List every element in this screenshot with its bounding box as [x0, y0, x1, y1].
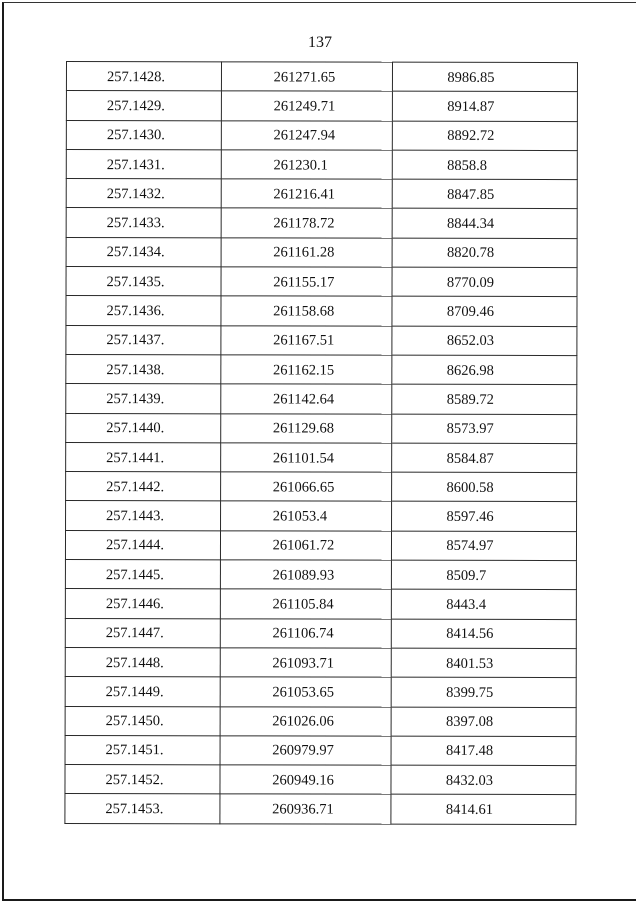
x-coordinate-cell	[220, 384, 392, 414]
cell-text: 261158.68	[273, 303, 335, 320]
page-number: 137	[308, 34, 332, 51]
cell-text: 8414.61	[445, 801, 493, 818]
cell-text: 8626.98	[446, 362, 494, 379]
x-coordinate-cell	[220, 648, 392, 678]
cell-text: 8397.08	[446, 713, 494, 731]
cell-text: 261053.65	[272, 684, 335, 701]
cell-text: 8573.97	[446, 421, 494, 438]
cell-text: 257.1437.	[106, 332, 165, 349]
x-coordinate-cell	[221, 267, 393, 297]
y-coordinate-cell	[391, 795, 576, 825]
cell-text: 257.1435.	[106, 273, 165, 290]
cell-text: 8844.34	[447, 215, 495, 233]
cell-text: 257.1445.	[105, 566, 164, 583]
y-coordinate-cell	[392, 531, 577, 561]
x-coordinate-cell	[220, 706, 392, 736]
cell-text: 257.1451.	[105, 742, 164, 759]
cell-text: 257.1448.	[105, 654, 164, 671]
cell-text: 261230.1	[273, 156, 328, 174]
y-coordinate-cell	[392, 648, 577, 678]
table-body	[65, 62, 578, 825]
table-row	[66, 179, 577, 209]
point-number-cell	[66, 179, 221, 209]
x-coordinate-cell	[220, 472, 392, 502]
table-row	[65, 677, 576, 707]
y-coordinate-cell	[391, 736, 576, 766]
y-coordinate-cell	[391, 765, 576, 795]
table-row	[66, 325, 577, 355]
table-row	[65, 765, 576, 795]
table-row	[66, 62, 577, 92]
y-coordinate-cell	[392, 384, 577, 414]
x-coordinate-cell	[221, 325, 393, 355]
point-number-cell	[66, 296, 221, 326]
table-row	[66, 442, 577, 472]
table-row	[66, 91, 577, 121]
point-number-cell	[65, 589, 220, 619]
y-coordinate-cell	[392, 590, 577, 620]
x-coordinate-cell	[220, 677, 392, 707]
cell-text: 8584.87	[446, 450, 494, 467]
cell-text: 8417.48	[445, 743, 494, 760]
table-row	[66, 237, 577, 267]
point-number-cell	[65, 706, 220, 736]
x-coordinate-cell	[221, 62, 393, 92]
x-coordinate-cell	[221, 355, 393, 385]
cell-text: 261026.06	[272, 713, 334, 730]
cell-text: 260936.71	[272, 801, 334, 818]
table-row	[66, 208, 577, 238]
cell-text: 8709.46	[446, 303, 495, 320]
cell-text: 8414.56	[446, 626, 494, 643]
cell-text: 261061.72	[272, 537, 335, 554]
x-coordinate-cell	[220, 736, 392, 766]
y-coordinate-cell	[392, 443, 577, 473]
y-coordinate-cell	[393, 62, 578, 92]
table-row	[66, 149, 577, 179]
y-coordinate-cell	[393, 179, 578, 209]
cell-text: 8399.75	[446, 684, 494, 701]
x-coordinate-cell	[220, 589, 392, 619]
table-row	[66, 413, 577, 443]
cell-text: 261162.15	[273, 362, 335, 379]
table-row	[65, 794, 576, 824]
cell-text: 261093.71	[272, 655, 335, 672]
cell-text: 257.1440.	[106, 420, 165, 437]
point-number-cell	[66, 208, 221, 238]
cell-text: 257.1432.	[106, 185, 165, 203]
point-number-cell	[66, 149, 221, 179]
x-coordinate-cell	[220, 794, 392, 824]
table-row	[66, 296, 577, 326]
x-coordinate-cell	[221, 208, 393, 238]
table-row	[66, 384, 577, 414]
cell-text: 257.1438.	[106, 361, 165, 378]
x-coordinate-cell	[221, 120, 393, 150]
point-number-cell	[66, 91, 221, 121]
cell-text: 261142.64	[272, 391, 335, 408]
coordinates-table	[64, 61, 578, 825]
cell-text: 257.1439.	[106, 390, 165, 408]
table-row	[66, 501, 577, 531]
cell-text: 257.1443.	[106, 508, 165, 525]
y-coordinate-cell	[392, 560, 577, 590]
cell-text: 261155.17	[273, 274, 335, 291]
point-number-cell	[66, 237, 221, 267]
cell-text: 8432.03	[445, 772, 494, 789]
cell-text: 257.1436.	[106, 303, 165, 320]
point-number-cell	[66, 501, 221, 531]
cell-text: 257.1444.	[105, 537, 165, 554]
x-coordinate-cell	[220, 560, 392, 590]
table-row	[65, 618, 576, 648]
x-coordinate-cell	[220, 443, 392, 473]
y-coordinate-cell	[393, 121, 578, 151]
cell-text: 257.1434.	[106, 244, 165, 261]
point-number-cell	[66, 442, 221, 472]
cell-text: 257.1452.	[105, 771, 164, 788]
cell-text: 261161.28	[273, 244, 335, 261]
x-coordinate-cell	[221, 179, 393, 209]
cell-text: 261089.93	[272, 567, 335, 584]
cell-text: 260979.97	[272, 742, 334, 760]
y-coordinate-cell	[392, 238, 577, 268]
cell-text: 8401.53	[446, 655, 494, 672]
cell-text: 8914.87	[447, 98, 495, 115]
point-number-cell	[65, 735, 220, 765]
table-row	[65, 706, 576, 736]
cell-text: 261271.65	[273, 69, 336, 86]
cell-text: 8600.58	[446, 479, 494, 496]
cell-text: 260949.16	[272, 772, 334, 789]
cell-text: 8597.46	[446, 508, 494, 525]
point-number-cell	[65, 794, 220, 824]
x-coordinate-cell	[220, 413, 392, 443]
y-coordinate-cell	[392, 326, 577, 356]
x-coordinate-cell	[221, 296, 393, 326]
x-coordinate-cell	[220, 618, 392, 648]
cell-text: 8770.09	[446, 274, 495, 291]
cell-text: 8652.03	[446, 333, 494, 350]
cell-text: 8858.8	[447, 157, 488, 174]
x-coordinate-cell	[221, 238, 393, 268]
point-number-cell	[66, 472, 221, 502]
table-row	[65, 530, 576, 560]
y-coordinate-cell	[392, 355, 577, 385]
cell-text: 261249.71	[273, 98, 336, 115]
cell-text: 257.1428.	[106, 68, 165, 85]
cell-text: 257.1433.	[106, 215, 165, 232]
cell-text: 8847.85	[447, 186, 495, 203]
y-coordinate-cell	[392, 414, 577, 444]
cell-text: 257.1441.	[106, 449, 165, 466]
cell-text: 261247.94	[273, 127, 336, 144]
cell-text: 8443.4	[446, 596, 487, 613]
cell-text: 257.1450.	[105, 713, 164, 730]
cell-text: 257.1429.	[106, 98, 165, 115]
y-coordinate-cell	[392, 297, 577, 327]
cell-text: 261106.74	[272, 625, 334, 642]
y-coordinate-cell	[393, 150, 578, 180]
cell-text: 261066.65	[272, 479, 335, 496]
cell-text: 257.1431.	[106, 156, 165, 173]
table-row	[65, 647, 576, 677]
cell-text: 257.1453.	[105, 801, 164, 818]
point-number-cell	[66, 267, 221, 297]
x-coordinate-cell	[220, 531, 392, 561]
cell-text: 257.1430.	[106, 127, 165, 144]
table-row	[65, 735, 576, 765]
table-row	[66, 267, 577, 297]
cell-text: 261167.51	[273, 332, 335, 349]
point-number-cell	[65, 530, 220, 560]
point-number-cell	[65, 647, 220, 677]
point-number-cell	[66, 413, 221, 443]
point-number-cell	[66, 384, 221, 414]
cell-text: 8820.78	[446, 245, 495, 262]
y-coordinate-cell	[392, 677, 577, 707]
y-coordinate-cell	[392, 502, 577, 532]
point-number-cell	[65, 677, 220, 707]
point-number-cell	[66, 354, 221, 384]
y-coordinate-cell	[392, 267, 577, 297]
x-coordinate-cell	[221, 150, 393, 180]
cell-text: 8509.7	[446, 567, 487, 584]
table-row	[66, 472, 577, 502]
y-coordinate-cell	[393, 91, 578, 121]
cell-text: 8574.97	[446, 538, 494, 555]
y-coordinate-cell	[392, 619, 577, 649]
point-number-cell	[65, 765, 220, 795]
cell-text: 257.1447.	[105, 625, 164, 642]
point-number-cell	[66, 120, 221, 150]
y-coordinate-cell	[392, 472, 577, 502]
y-coordinate-cell	[391, 707, 576, 737]
x-coordinate-cell	[221, 91, 393, 121]
point-number-cell	[65, 618, 220, 648]
cell-text: 257.1446.	[105, 596, 164, 613]
cell-text: 257.1449.	[105, 683, 164, 701]
point-number-cell	[66, 325, 221, 355]
cell-text: 8986.85	[447, 69, 495, 86]
table-row	[66, 354, 577, 384]
cell-text: 8589.72	[446, 391, 494, 408]
table-row	[66, 120, 577, 150]
cell-text: 261129.68	[272, 420, 335, 437]
cell-text: 261053.4	[272, 508, 328, 525]
table-row	[65, 589, 576, 619]
cell-text: 261105.84	[272, 596, 334, 613]
table-row	[65, 560, 576, 590]
cell-text: 261216.41	[273, 186, 336, 203]
cell-text: 8892.72	[447, 128, 495, 145]
cell-text: 257.1442.	[106, 478, 165, 496]
x-coordinate-cell	[220, 501, 392, 531]
point-number-cell	[65, 560, 220, 590]
y-coordinate-cell	[393, 209, 578, 239]
cell-text: 261101.54	[272, 449, 334, 467]
point-number-cell	[66, 62, 221, 92]
x-coordinate-cell	[220, 765, 392, 795]
cell-text: 261178.72	[273, 215, 335, 232]
